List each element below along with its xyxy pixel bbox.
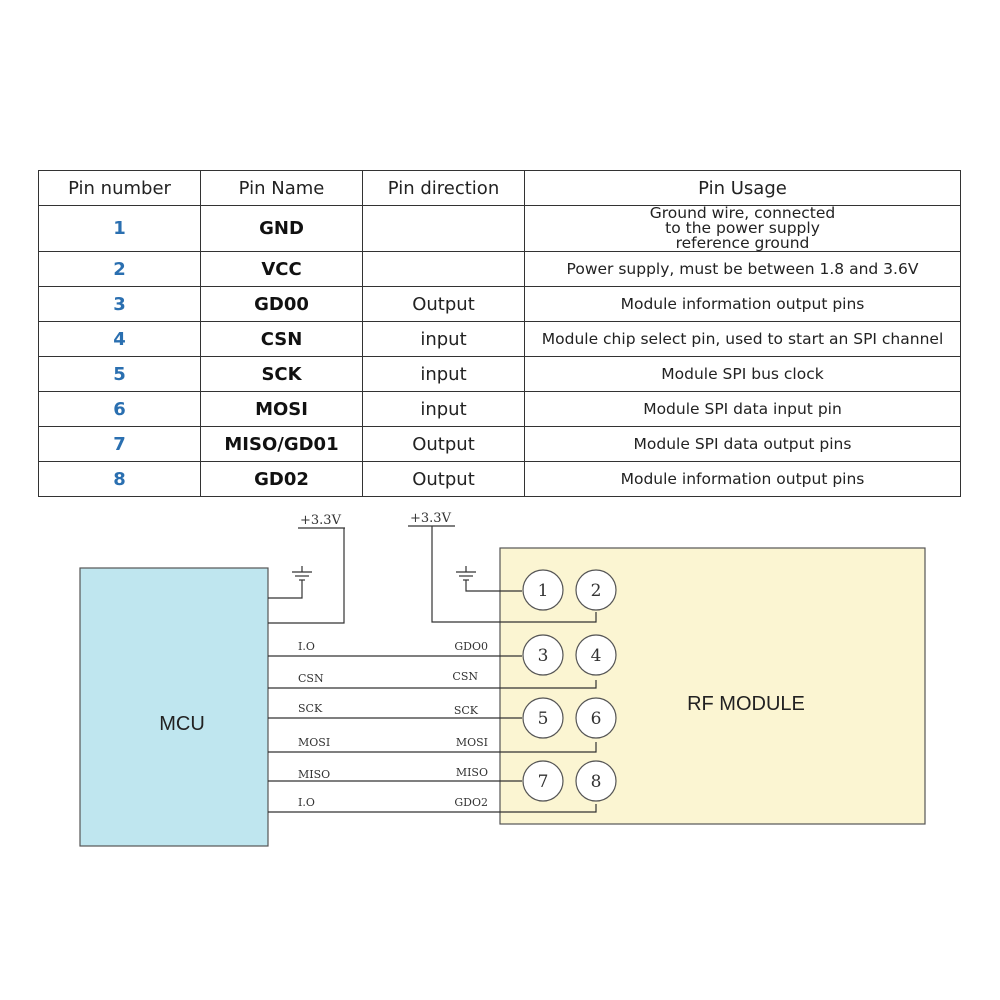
mcu-signal-label: I.O	[298, 640, 315, 653]
rf-signal-label: CSN	[452, 670, 478, 683]
table-row	[39, 427, 961, 462]
rf-signal-label: SCK	[453, 704, 478, 717]
pin-direction-cell: input	[363, 357, 525, 392]
header-pin-direction: Pin direction	[363, 171, 525, 206]
table-row	[39, 252, 961, 287]
pin-usage-cell: Power supply, must be between 1.8 and 3.6V	[525, 252, 961, 287]
pin-number-label: 1	[537, 581, 549, 601]
pin-number-cell: 7	[39, 427, 201, 462]
pin-number-cell: 2	[39, 252, 201, 287]
pin-direction-cell: Output	[363, 462, 525, 497]
pin-direction-cell: input	[363, 392, 525, 427]
ground-right-icon	[456, 566, 476, 580]
wiring-diagram	[0, 500, 1000, 870]
mcu-label: MCU	[159, 713, 205, 735]
pin-number-cell: 4	[39, 322, 201, 357]
pin-number-cell: 8	[39, 462, 201, 497]
pin-number-cell: 3	[39, 287, 201, 322]
ground-left-wire	[268, 580, 302, 598]
pin-usage-cell: Module SPI data output pins	[525, 427, 961, 462]
table-header-row	[39, 171, 961, 206]
rf-signal-label: GDO0	[454, 640, 488, 653]
pin-direction-cell: Output	[363, 427, 525, 462]
supply-left-label: +3.3V	[300, 513, 341, 528]
table-row	[39, 206, 961, 252]
table-row	[39, 462, 961, 497]
header-pin-number: Pin number	[39, 171, 201, 206]
mcu-block	[80, 568, 268, 846]
pin-number-label: 8	[590, 772, 602, 792]
pin-usage-cell: Module SPI bus clock	[525, 357, 961, 392]
table-row	[39, 322, 961, 357]
pin-direction-cell	[363, 252, 525, 287]
rf-module-block	[500, 548, 925, 824]
mcu-signal-label: CSN	[298, 672, 324, 685]
pin-name-cell: MOSI	[201, 392, 363, 427]
ground-left-icon	[292, 566, 312, 580]
mcu-signal-label: MOSI	[298, 736, 331, 749]
pin-direction-cell	[363, 206, 525, 252]
rf-module-label: RF MODULE	[687, 693, 805, 715]
pin-name-cell: VCC	[201, 252, 363, 287]
pin-number-cell: 6	[39, 392, 201, 427]
pin-direction-cell: Output	[363, 287, 525, 322]
table-row	[39, 392, 961, 427]
pin-name-cell: MISO/GD01	[201, 427, 363, 462]
pin-name-cell: SCK	[201, 357, 363, 392]
pin-name-cell: GD02	[201, 462, 363, 497]
pin-usage-cell: Ground wire, connected to the power supply reference ground	[525, 206, 961, 252]
pin-number-label: 6	[590, 709, 602, 729]
header-pin-usage: Pin Usage	[525, 171, 961, 206]
pin-usage-cell: Module information output pins	[525, 287, 961, 322]
pin-number-cell: 5	[39, 357, 201, 392]
mcu-signal-label: MISO	[298, 768, 331, 781]
supply-right-label: +3.3V	[410, 511, 451, 526]
pin-number-label: 4	[590, 646, 602, 666]
pin-name-cell: GND	[201, 206, 363, 252]
table-row	[39, 287, 961, 322]
pin-usage-cell: Module SPI data input pin	[525, 392, 961, 427]
rf-signal-label: MOSI	[455, 736, 488, 749]
pin-number-cell: 1	[39, 206, 201, 252]
pin-usage-cell: Module chip select pin, used to start an SPI channel	[525, 322, 961, 357]
pin-name-cell: CSN	[201, 322, 363, 357]
pin-table	[38, 170, 961, 497]
pin-number-label: 2	[590, 581, 602, 601]
mcu-signal-label: I.O	[298, 796, 315, 809]
mcu-signal-label: SCK	[298, 702, 323, 715]
header-pin-name: Pin Name	[201, 171, 363, 206]
pin-name-cell: GD00	[201, 287, 363, 322]
rf-signal-label: MISO	[455, 766, 488, 779]
pin-direction-cell: input	[363, 322, 525, 357]
pin-usage-cell: Module information output pins	[525, 462, 961, 497]
rf-signal-label: GDO2	[454, 796, 488, 809]
pin-number-label: 5	[537, 709, 549, 729]
table-row	[39, 357, 961, 392]
pin-number-label: 7	[537, 772, 549, 792]
pin-number-label: 3	[537, 646, 549, 666]
